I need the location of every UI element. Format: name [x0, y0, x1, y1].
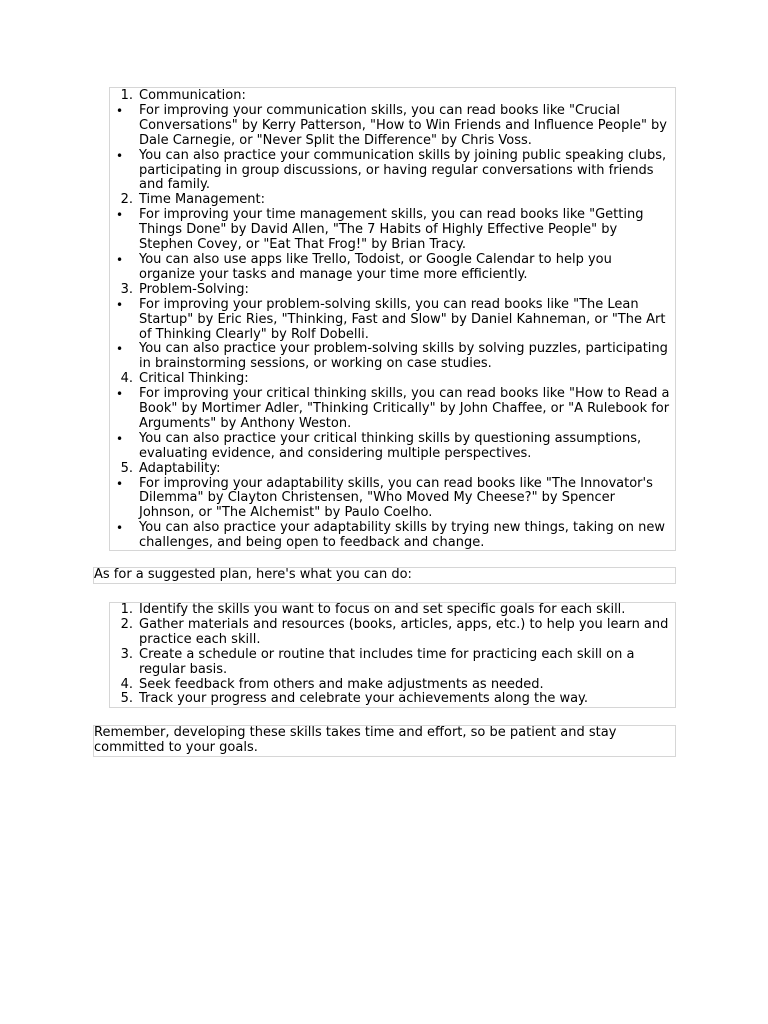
list-number: 3.	[120, 281, 133, 297]
skill-heading	[110, 372, 675, 387]
closing-paragraph: Remember, developing these skills takes time and effort, so be patient and stay committed to your goals.	[94, 725, 617, 755]
skill-heading	[110, 193, 675, 208]
bullet-icon: •	[116, 252, 124, 267]
bullet-icon: •	[116, 431, 124, 446]
list-number: 4.	[120, 676, 133, 692]
list-item-text: Create a schedule or routine that includes time for practicing each skill on a regular basis.	[139, 646, 635, 677]
bullet-icon: •	[116, 297, 124, 312]
list-item-text: Identify the skills you want to focus on and set specific goals for each skill.	[139, 602, 626, 617]
closing-box	[93, 725, 676, 757]
list-number: 5.	[120, 691, 133, 707]
list-item	[110, 603, 675, 618]
list-item-text: You can also practice your problem-solving skills by solving puzzles, participating in brainstorming sessions, or working on case studies.	[139, 341, 668, 372]
bullet-icon: •	[116, 387, 124, 402]
list-item	[110, 432, 675, 462]
list-item	[110, 618, 675, 648]
list-number: 3.	[120, 646, 133, 662]
list-item	[110, 477, 675, 522]
list-item	[110, 253, 675, 283]
plan-list	[109, 602, 676, 708]
skill-title: Time Management:	[139, 192, 265, 208]
list-item	[110, 692, 675, 707]
list-number: 4.	[120, 371, 133, 387]
list-number: 1.	[120, 602, 133, 617]
list-item	[110, 678, 675, 693]
list-item	[110, 104, 675, 149]
list-item-text: You can also practice your communication skills by joining public speaking clubs, participating in group discussions, or having regular conversations with friends and family.	[139, 147, 667, 193]
suggestion-intro-box	[93, 567, 676, 584]
list-number: 5.	[120, 460, 133, 476]
list-item-text: For improving your critical thinking skills, you can read books like "How to Read a Book" by Mortimer Adler, "Thinking Critically" by John Chaffee, or "A Rulebook for Arguments" by Anthony Weston.	[139, 386, 670, 431]
list-item-text: For improving your time management skills, you can read books like "Getting Things Done" by David Allen, "The 7 Habits of Highly Effective People" by Stephen Covey, or "Eat That Frog!" by Brian Tracy.	[139, 207, 644, 253]
list-item-text: Seek feedback from others and make adjustments as needed.	[139, 676, 544, 692]
skill-title: Problem-Solving:	[139, 281, 249, 297]
list-item	[110, 387, 675, 432]
list-item-text: For improving your communication skills, you can read books like "Crucial Conversations" by Kerry Patterson, "How to Win Friends and Influence People" by Dale Carnegie, or "Never Split the Difference" by Chris Voss.	[139, 102, 668, 148]
list-item-text: For improving your adaptability skills, you can read books like "The Innovator's Dilemma" by Clayton Christensen, "Who Moved My Cheese?" by Spencer Johnson, or "The Alchemist" by Paulo Coelho.	[139, 475, 653, 521]
list-item-text: You can also practice your critical thinking skills by questioning assumptions, evaluating evidence, and considering multiple perspectives.	[139, 430, 642, 461]
list-item-text: You can also practice your adaptability skills by trying new things, taking on new challenges, and being open to feedback and change.	[139, 520, 666, 551]
list-item-text: Track your progress and celebrate your achievements along the way.	[139, 691, 589, 707]
list-item	[110, 208, 675, 253]
bullet-icon: •	[116, 208, 124, 223]
list-item-text: You can also use apps like Trello, Todoist, or Google Calendar to help you organize your tasks and manage your time more efficiently.	[139, 251, 612, 282]
skill-title: Communication:	[139, 88, 246, 103]
list-number: 1.	[120, 88, 133, 103]
skill-title: Adaptability:	[139, 460, 221, 476]
list-item	[110, 521, 675, 551]
suggestion-intro: As for a suggested plan, here's what you can do:	[94, 567, 412, 582]
list-number: 2.	[120, 616, 133, 632]
skill-heading	[110, 462, 675, 477]
skill-heading	[110, 283, 675, 298]
list-item	[110, 648, 675, 678]
bullet-icon: •	[116, 103, 124, 118]
list-item-text: For improving your problem-solving skills, you can read books like "The Lean Startup" by Eric Ries, "Thinking, Fast and Slow" by Daniel Kahneman, or "The Art of Thinking Clearly" by Rolf Dobelli.	[139, 296, 666, 342]
bullet-icon: •	[116, 476, 124, 491]
list-item	[110, 149, 675, 194]
list-number: 2.	[120, 192, 133, 208]
bullet-icon: •	[116, 148, 124, 163]
list-item	[110, 342, 675, 372]
bullet-icon: •	[116, 342, 124, 357]
skill-title: Critical Thinking:	[139, 371, 249, 387]
skills-list	[109, 87, 676, 551]
list-item	[110, 298, 675, 343]
list-item-text: Gather materials and resources (books, articles, apps, etc.) to help you learn and practice each skill.	[139, 616, 669, 647]
skill-heading	[110, 89, 675, 104]
bullet-icon: •	[116, 521, 124, 536]
